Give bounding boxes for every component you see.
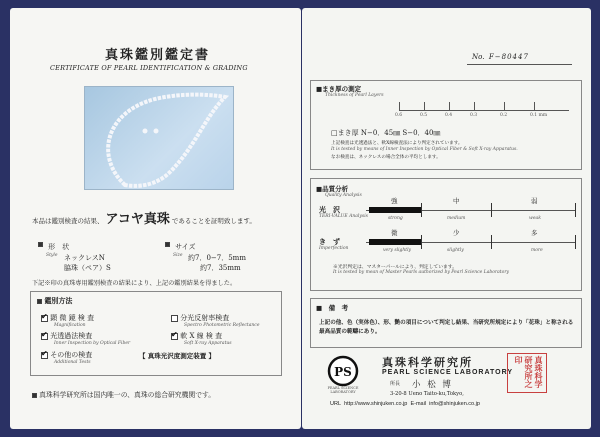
bullet-icon (165, 242, 170, 247)
bullet-icon (37, 299, 42, 304)
shape-value-necklace: ネックレスN (64, 254, 105, 262)
director-label: 所長 (390, 381, 401, 387)
method-microscope: ✔ 顕 微 鏡 検 査 Magnification (41, 313, 94, 328)
shape-en: Style (46, 253, 58, 258)
pearl-necklace-image (85, 87, 235, 191)
size-value-pair: 約7．35mm (200, 264, 241, 272)
thickness-en: Thickness of Pearl Layers (325, 93, 384, 98)
lab-name-jp: 真珠科学研究所 (382, 356, 473, 369)
footer-note: 真珠科学研究所は国内唯一の、真珠の総合研究機関です。 (32, 389, 215, 399)
quality-title: ■品質分析 (316, 185, 349, 193)
thickness-note-2: It is tested by means of Inner Inspection by Optical Fiber & Soft X-ray Apparatus. (331, 147, 518, 152)
quality-en: Quality Analysis (325, 193, 362, 198)
bullet-icon (32, 393, 37, 398)
check-icon (41, 352, 48, 359)
result-statement (32, 208, 256, 227)
size-en: Size (173, 253, 183, 258)
imperfection-slight: 少 (453, 229, 460, 237)
method-spectro: 分光反射率検査 Spectro Photometric Reflectance (171, 313, 260, 328)
lab-name-en: PEARL SCIENCE LABORATORY (382, 369, 514, 376)
luster-strong: 強 (391, 197, 398, 205)
imperfection-en: Imperfection (319, 246, 349, 251)
method-optical: ✔ 光透過法検査 Inner Inspection by Optical Fiber (41, 331, 130, 346)
shape-value-pair: 脇珠（ペア）S (64, 264, 111, 272)
result-suffix: であることを証明致します。 (171, 217, 256, 225)
right-page (302, 8, 591, 429)
lab-logo: PS PEARL SCIENCE LABORATORY (322, 354, 364, 396)
left-page (10, 8, 301, 429)
luster-label: 光 沢 (319, 205, 340, 214)
imperfection-very-slight: 微 (391, 229, 398, 237)
remarks-title: ■ 備 考 (316, 304, 349, 312)
shape-label: 形 状 (48, 243, 70, 251)
thickness-box (310, 80, 582, 170)
address: 3-20-8 Ueno Taito-ku,Tokyo, (390, 391, 464, 397)
checkbox-icon (171, 315, 178, 322)
method-other: ✔ その他の検査 Additional Tests (41, 350, 92, 365)
thickness-title: ■まき厚の測定 (316, 85, 362, 93)
check-icon (171, 333, 178, 340)
remarks-text: 上記の他、色（実体色）、形、艶の項目について判定し結果、当研究所規定により「花珠」と称される最高品質の範疇にあり。 (319, 320, 574, 335)
contact-line: URL http://www.shinjuken.co.jp E-mail info@shinjuken.co.jp (330, 401, 480, 407)
check-icon (41, 315, 48, 322)
cert-number-line (467, 64, 572, 65)
size-value-necklace: 約7．0−7．5mm (188, 254, 246, 262)
certificate-subtitle: CERTIFICATE OF PEARL IDENTIFICATION & GRADING (50, 64, 248, 72)
check-icon (41, 333, 48, 340)
thickness-note-1: 上記検査は光透過法と、軟X線検査法により判定されています。 (331, 141, 463, 146)
certificate-title: 真珠鑑別鑑定書 (105, 48, 211, 63)
methods-title: 鑑別方法 (37, 296, 72, 306)
other-test-value: 【 真珠光沢度測定装置 】 (139, 352, 216, 360)
luster-bar (369, 207, 421, 213)
cert-number: No. F−80447 (472, 53, 529, 61)
thickness-value: □まき厚 N−0．45㎜ S−0．40㎜ (331, 129, 441, 137)
svg-text:PS: PS (334, 365, 352, 379)
method-xray: ✔ 軟 X 線 検 査 Soft X-ray Apparatus (171, 331, 232, 346)
director-name: 小 松 博 (412, 380, 453, 390)
quality-box: ■品質分析 Quality Analysis 光 沢 TERI-VALUE Analysis 強 中 弱 strong medium weak き ず Imperfection 微 少 多 very slightly slightly more ※光沢判定は、マスターパールにより、判定しています。 It is tested by mean of Master Pearls authorized by Pearl Science Laboratory (310, 178, 582, 291)
methods-box (30, 291, 282, 376)
pearl-photo (84, 86, 234, 190)
result-prefix: 本品は鑑別検査の結果、 (32, 217, 104, 225)
luster-en: TERI-VALUE Analysis (319, 214, 368, 219)
imperfection-label: き ず (319, 237, 340, 246)
result-main: アコヤ真珠 (105, 212, 170, 227)
size-label: サイズ (175, 243, 196, 251)
bullet-icon (38, 242, 43, 247)
master-note: ※光沢判定は、マスターパールにより、判定しています。 (333, 265, 458, 270)
imperfection-bar (369, 239, 421, 245)
thickness-scale: 0.6 0.5 0.4 0.3 0.2 0.1 mm (399, 102, 569, 124)
imperfection-more: 多 (531, 229, 538, 237)
lab-seal-stamp: 真珠科学研究所之印 (507, 353, 547, 393)
test-note: 下記※印の真珠専用鑑別検査の結果により、上記の鑑別結果を得ました。 (32, 280, 237, 287)
master-note-en: It is tested by mean of Master Pearls authorized by Pearl Science Laboratory (333, 270, 510, 275)
email-link[interactable]: info@shinjuken.co.jp (429, 401, 480, 407)
remarks-box (310, 298, 582, 348)
url-link[interactable]: http://www.shinjuken.co.jp (344, 401, 408, 407)
luster-medium: 中 (453, 197, 460, 205)
luster-weak: 弱 (531, 197, 538, 205)
thickness-note-3: なお検査は、ネックレスの場合全体の平均とします。 (331, 155, 441, 160)
